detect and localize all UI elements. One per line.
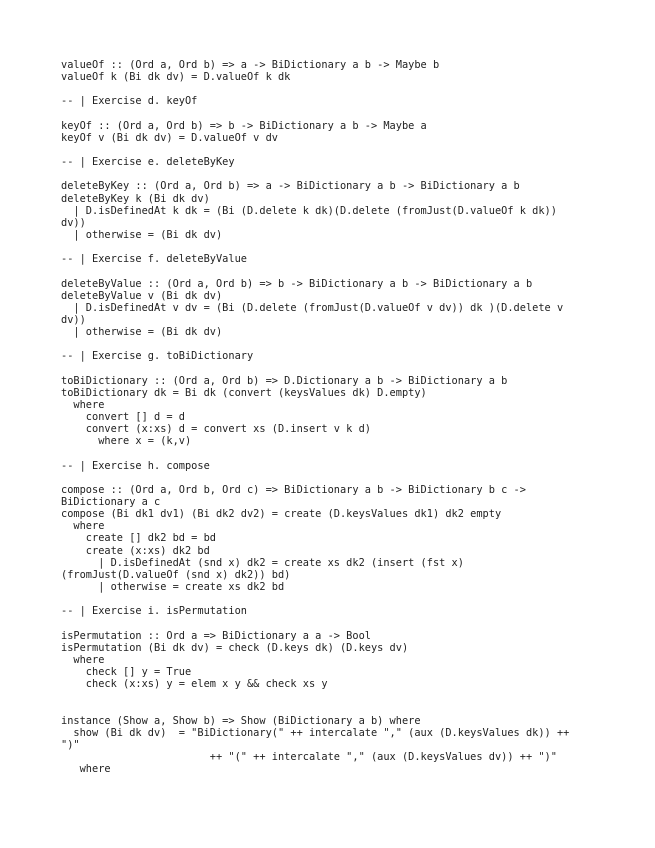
code-line: where (61, 763, 111, 776)
code-line (61, 472, 631, 484)
code-line: | D.isDefinedAt k dk = (Bi (D.delete k dk)(D.delete (fromJust(D.valueOf k dk)) (61, 204, 557, 217)
code-line: dv)) (61, 216, 86, 229)
code-line: where x = (k,v) (61, 435, 192, 448)
code-line: create (x:xs) dk2 bd (61, 544, 210, 557)
code-line: | otherwise = create xs dk2 bd (61, 581, 285, 594)
code-line: where (61, 653, 105, 666)
code-line (61, 265, 631, 277)
code-line: BiDictionary a c (61, 496, 161, 509)
code-line: keyOf v (Bi dk dv) = D.valueOf v dv (61, 131, 278, 144)
code-line: where (61, 398, 105, 411)
code-line: -- | Exercise i. isPermutation (61, 605, 247, 618)
code-line: | otherwise = (Bi dk dv) (61, 326, 223, 339)
code-line (61, 144, 631, 156)
code-line (61, 593, 631, 605)
code-line: -- | Exercise d. keyOf (61, 95, 198, 108)
code-line (61, 690, 631, 702)
code-line: deleteByKey k (Bi dk dv) (61, 192, 210, 205)
code-line (61, 702, 631, 714)
haskell-code-listing (61, 59, 631, 775)
code-line (61, 241, 631, 253)
code-line: deleteByValue v (Bi dk dv) (61, 289, 223, 302)
code-line (61, 168, 631, 180)
code-line: deleteByValue :: (Ord a, Ord b) => b -> BiDictionary a b -> BiDictionary a b (61, 277, 533, 290)
code-line: compose :: (Ord a, Ord b, Ord c) => BiDictionary a b -> BiDictionary b c -> (61, 483, 526, 496)
code-line: -- | Exercise g. toBiDictionary (61, 350, 254, 363)
code-line (61, 108, 631, 120)
code-line (61, 448, 631, 460)
code-line (61, 338, 631, 350)
code-line: check (x:xs) y = elem x y && check xs y (61, 678, 328, 691)
code-line: valueOf k (Bi dk dv) = D.valueOf k dk (61, 71, 291, 84)
code-line: (fromJust(D.valueOf (snd x) dk2)) bd) (61, 568, 291, 581)
code-line: | D.isDefinedAt v dv = (Bi (D.delete (fromJust(D.valueOf v dv)) dk )(D.delete v (61, 301, 564, 314)
code-line: toBiDictionary :: (Ord a, Ord b) => D.Dictionary a b -> BiDictionary a b (61, 374, 508, 387)
code-line: | otherwise = (Bi dk dv) (61, 228, 223, 241)
code-line: | D.isDefinedAt (snd x) dk2 = create xs dk2 (insert (fst x) (61, 556, 464, 569)
code-line: ")" (61, 738, 80, 751)
code-line: -- | Exercise f. deleteByValue (61, 253, 247, 266)
code-line: create [] dk2 bd = bd (61, 532, 216, 545)
code-line: isPermutation (Bi dk dv) = check (D.keys dk) (D.keys dv) (61, 641, 409, 654)
code-line: -- | Exercise e. deleteByKey (61, 156, 235, 169)
code-line (61, 617, 631, 629)
code-line: instance (Show a, Show b) => Show (BiDictionary a b) where (61, 714, 421, 727)
code-line: dv)) (61, 313, 86, 326)
code-line: where (61, 520, 105, 533)
code-line: check [] y = True (61, 666, 192, 679)
code-line: isPermutation :: Ord a => BiDictionary a a -> Bool (61, 629, 371, 642)
code-line: toBiDictionary dk = Bi dk (convert (keysValues dk) D.empty) (61, 386, 427, 399)
code-line: show (Bi dk dv) = "BiDictionary(" ++ intercalate "," (aux (D.keysValues dk)) ++ (61, 726, 570, 739)
code-line: -- | Exercise h. compose (61, 459, 210, 472)
code-line: convert (x:xs) d = convert xs (D.insert v k d) (61, 423, 371, 436)
code-line (61, 83, 631, 95)
code-line: keyOf :: (Ord a, Ord b) => b -> BiDictionary a b -> Maybe a (61, 119, 427, 132)
code-line (61, 363, 631, 375)
code-line: compose (Bi dk1 dv1) (Bi dk2 dv2) = create (D.keysValues dk1) dk2 empty (61, 508, 502, 521)
code-line: convert [] d = d (61, 411, 185, 424)
code-line: deleteByKey :: (Ord a, Ord b) => a -> BiDictionary a b -> BiDictionary a b (61, 180, 520, 193)
code-line: valueOf :: (Ord a, Ord b) => a -> BiDictionary a b -> Maybe b (61, 59, 440, 71)
code-line: ++ "(" ++ intercalate "," (aux (D.keysValues dv)) ++ ")" (61, 751, 557, 764)
